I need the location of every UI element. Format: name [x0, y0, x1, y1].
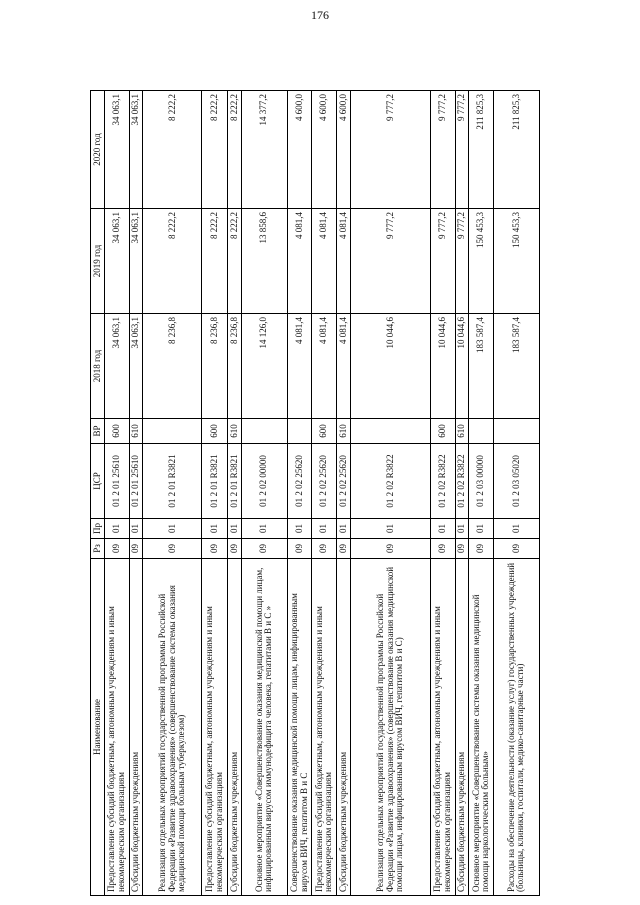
cell-vr: 600 [312, 419, 337, 444]
cell-pr: 01 [430, 519, 455, 539]
cell-2020: 211 825,3 [469, 91, 494, 209]
table-row [129, 91, 143, 896]
cell-2019: 150 453,3 [469, 209, 494, 314]
cell-csr: 01 2 02 00000 [241, 444, 287, 519]
cell-2018: 183 587,4 [469, 314, 494, 419]
cell-vr: 610 [129, 419, 143, 444]
header-2020: 2020 год [91, 91, 105, 209]
cell-csr: 01 2 02 R3822 [455, 444, 469, 519]
cell-2019: 34 063,1 [105, 209, 130, 314]
cell-vr [143, 419, 202, 444]
cell-2019: 13 858,6 [241, 209, 287, 314]
cell-pr: 01 [143, 519, 202, 539]
cell-vr [469, 419, 494, 444]
table-row [493, 91, 539, 896]
cell-name: Субсидии бюджетным учреждениям [336, 559, 350, 896]
cell-csr: 01 2 03 05020 [493, 444, 539, 519]
cell-2019: 8 222,2 [143, 209, 202, 314]
cell-2018: 10 044,6 [430, 314, 455, 419]
table-row [105, 91, 130, 896]
table-row [241, 91, 287, 896]
cell-csr: 01 2 03 00000 [469, 444, 494, 519]
table-row [455, 91, 469, 896]
cell-csr: 01 2 02 R3822 [430, 444, 455, 519]
cell-2018: 8 236,8 [143, 314, 202, 419]
cell-2019: 9 777,2 [350, 209, 430, 314]
cell-2019: 4 081,4 [287, 209, 312, 314]
cell-vr [493, 419, 539, 444]
cell-2018: 14 126,0 [241, 314, 287, 419]
cell-2020: 9 777,2 [350, 91, 430, 209]
cell-csr: 01 2 02 25620 [312, 444, 337, 519]
cell-2018: 4 081,4 [336, 314, 350, 419]
cell-2018: 10 044,6 [455, 314, 469, 419]
cell-rz: 09 [241, 539, 287, 559]
cell-pr: 01 [455, 519, 469, 539]
cell-2020: 8 222,2 [143, 91, 202, 209]
cell-pr: 01 [469, 519, 494, 539]
cell-pr: 01 [336, 519, 350, 539]
table-row [350, 91, 430, 896]
cell-pr: 01 [287, 519, 312, 539]
cell-rz: 09 [105, 539, 130, 559]
cell-pr: 01 [129, 519, 143, 539]
cell-2019: 4 081,4 [312, 209, 337, 314]
cell-vr: 610 [455, 419, 469, 444]
cell-rz: 09 [350, 539, 430, 559]
cell-2018: 183 587,4 [493, 314, 539, 419]
cell-csr: 01 2 01 R3821 [143, 444, 202, 519]
cell-rz: 09 [143, 539, 202, 559]
cell-rz: 09 [129, 539, 143, 559]
cell-2020: 34 063,1 [129, 91, 143, 209]
cell-2019: 9 777,2 [455, 209, 469, 314]
cell-name: Предоставление субсидий бюджетным, автономным учреждениям и иным некоммерческим организациям [105, 559, 130, 896]
rotated-table-container [90, 91, 540, 896]
table-row [143, 91, 202, 896]
table-row [227, 91, 241, 896]
header-2019: 2019 год [91, 209, 105, 314]
cell-2019: 150 453,3 [493, 209, 539, 314]
cell-pr: 01 [241, 519, 287, 539]
table-row [312, 91, 337, 896]
cell-pr: 01 [105, 519, 130, 539]
cell-csr: 01 2 02 25620 [287, 444, 312, 519]
cell-vr: 600 [430, 419, 455, 444]
table-row [430, 91, 455, 896]
cell-vr [350, 419, 430, 444]
cell-2020: 4 600,0 [336, 91, 350, 209]
cell-vr: 610 [227, 419, 241, 444]
cell-vr: 600 [202, 419, 228, 444]
cell-2020: 9 777,2 [430, 91, 455, 209]
cell-name: Предоставление субсидий бюджетным, автономным учреждениям и иным некоммерческим организациям [312, 559, 337, 896]
cell-pr: 01 [202, 519, 228, 539]
cell-pr: 01 [312, 519, 337, 539]
cell-rz: 09 [312, 539, 337, 559]
cell-name: Реализация отдельных мероприятий государственной программы Российской Федерации «Развитие здравоохранения» (совершенствование системы оказания медицинской помощи больным туберкулезом) [143, 559, 202, 896]
cell-2018: 8 236,8 [227, 314, 241, 419]
cell-vr: 600 [105, 419, 130, 444]
cell-rz: 09 [336, 539, 350, 559]
header-2018: 2018 год [91, 314, 105, 419]
cell-2020: 14 377,2 [241, 91, 287, 209]
cell-2020: 4 600,0 [287, 91, 312, 209]
cell-csr: 01 2 02 R3822 [350, 444, 430, 519]
cell-2020: 211 825,3 [493, 91, 539, 209]
cell-2020: 34 063,1 [105, 91, 130, 209]
page-number: 176 [311, 8, 329, 22]
table-row [287, 91, 312, 896]
cell-2019: 8 222,2 [227, 209, 241, 314]
cell-rz: 09 [469, 539, 494, 559]
cell-name: Субсидии бюджетным учреждениям [227, 559, 241, 896]
cell-vr: 610 [336, 419, 350, 444]
cell-name: Предоставление субсидий бюджетным, автономным учреждениям и иным некоммерческим организациям [202, 559, 228, 896]
cell-2018: 4 081,4 [287, 314, 312, 419]
cell-name: Расходы на обеспечение деятельности (оказание услуг) государственных учреждений (больницы, клиники, госпитали, медико-санитарные части) [493, 559, 539, 896]
cell-2018: 34 063,1 [105, 314, 130, 419]
cell-rz: 09 [227, 539, 241, 559]
cell-2019: 34 063,1 [129, 209, 143, 314]
cell-2019: 4 081,4 [336, 209, 350, 314]
cell-vr [287, 419, 312, 444]
cell-name: Субсидии бюджетным учреждениям [129, 559, 143, 896]
cell-rz: 09 [430, 539, 455, 559]
budget-table [90, 90, 540, 896]
table-row [202, 91, 228, 896]
cell-pr: 01 [227, 519, 241, 539]
cell-2019: 9 777,2 [430, 209, 455, 314]
header-vr: ВР [91, 419, 105, 444]
cell-rz: 09 [493, 539, 539, 559]
header-pr: Пр [91, 519, 105, 539]
table-row [469, 91, 494, 896]
cell-rz: 09 [455, 539, 469, 559]
cell-vr [241, 419, 287, 444]
cell-name: Основное мероприятие «Совершенствование системы оказания медицинской помощи наркологическим больным» [469, 559, 494, 896]
cell-2020: 4 600,0 [312, 91, 337, 209]
cell-2018: 8 236,8 [202, 314, 228, 419]
cell-2020: 8 222,2 [227, 91, 241, 209]
cell-pr: 01 [350, 519, 430, 539]
cell-name: Основное мероприятие «Совершенствование оказания медицинской помощи лицам, инфицированным вирусом иммунодефицита человека, гепатитами В и С » [241, 559, 287, 896]
cell-csr: 01 2 01 25610 [129, 444, 143, 519]
cell-csr: 01 2 01 R3821 [227, 444, 241, 519]
cell-name: Предоставление субсидий бюджетным, автономным учреждениям и иным некоммерческим организациям [430, 559, 455, 896]
table-row [336, 91, 350, 896]
header-csr: ЦСР [91, 444, 105, 519]
cell-2018: 34 063,1 [129, 314, 143, 419]
cell-name: Совершенствование оказания медицинской помощи лицам, инфицированным вирусом ВИЧ, гепатитом В и С [287, 559, 312, 896]
cell-name: Реализация отдельных мероприятий государственной программы Российской Федерации «Развитие здравоохранения» (совершенствование оказания медицинской помощи лицам, инфицированным вирусом ВИЧ, гепатитом В и С) [350, 559, 430, 896]
cell-csr: 01 2 01 R3821 [202, 444, 228, 519]
cell-pr: 01 [493, 519, 539, 539]
table-header-row [91, 91, 105, 896]
cell-name: Субсидии бюджетным учреждениям [455, 559, 469, 896]
cell-2018: 10 044,6 [350, 314, 430, 419]
cell-rz: 09 [202, 539, 228, 559]
cell-2019: 8 222,2 [202, 209, 228, 314]
cell-rz: 09 [287, 539, 312, 559]
cell-csr: 01 2 02 25620 [336, 444, 350, 519]
cell-2020: 8 222,2 [202, 91, 228, 209]
header-rz: Рз [91, 539, 105, 559]
header-name: Наименование [91, 559, 105, 896]
cell-csr: 01 2 01 25610 [105, 444, 130, 519]
cell-2018: 4 081,4 [312, 314, 337, 419]
cell-2020: 9 777,2 [455, 91, 469, 209]
